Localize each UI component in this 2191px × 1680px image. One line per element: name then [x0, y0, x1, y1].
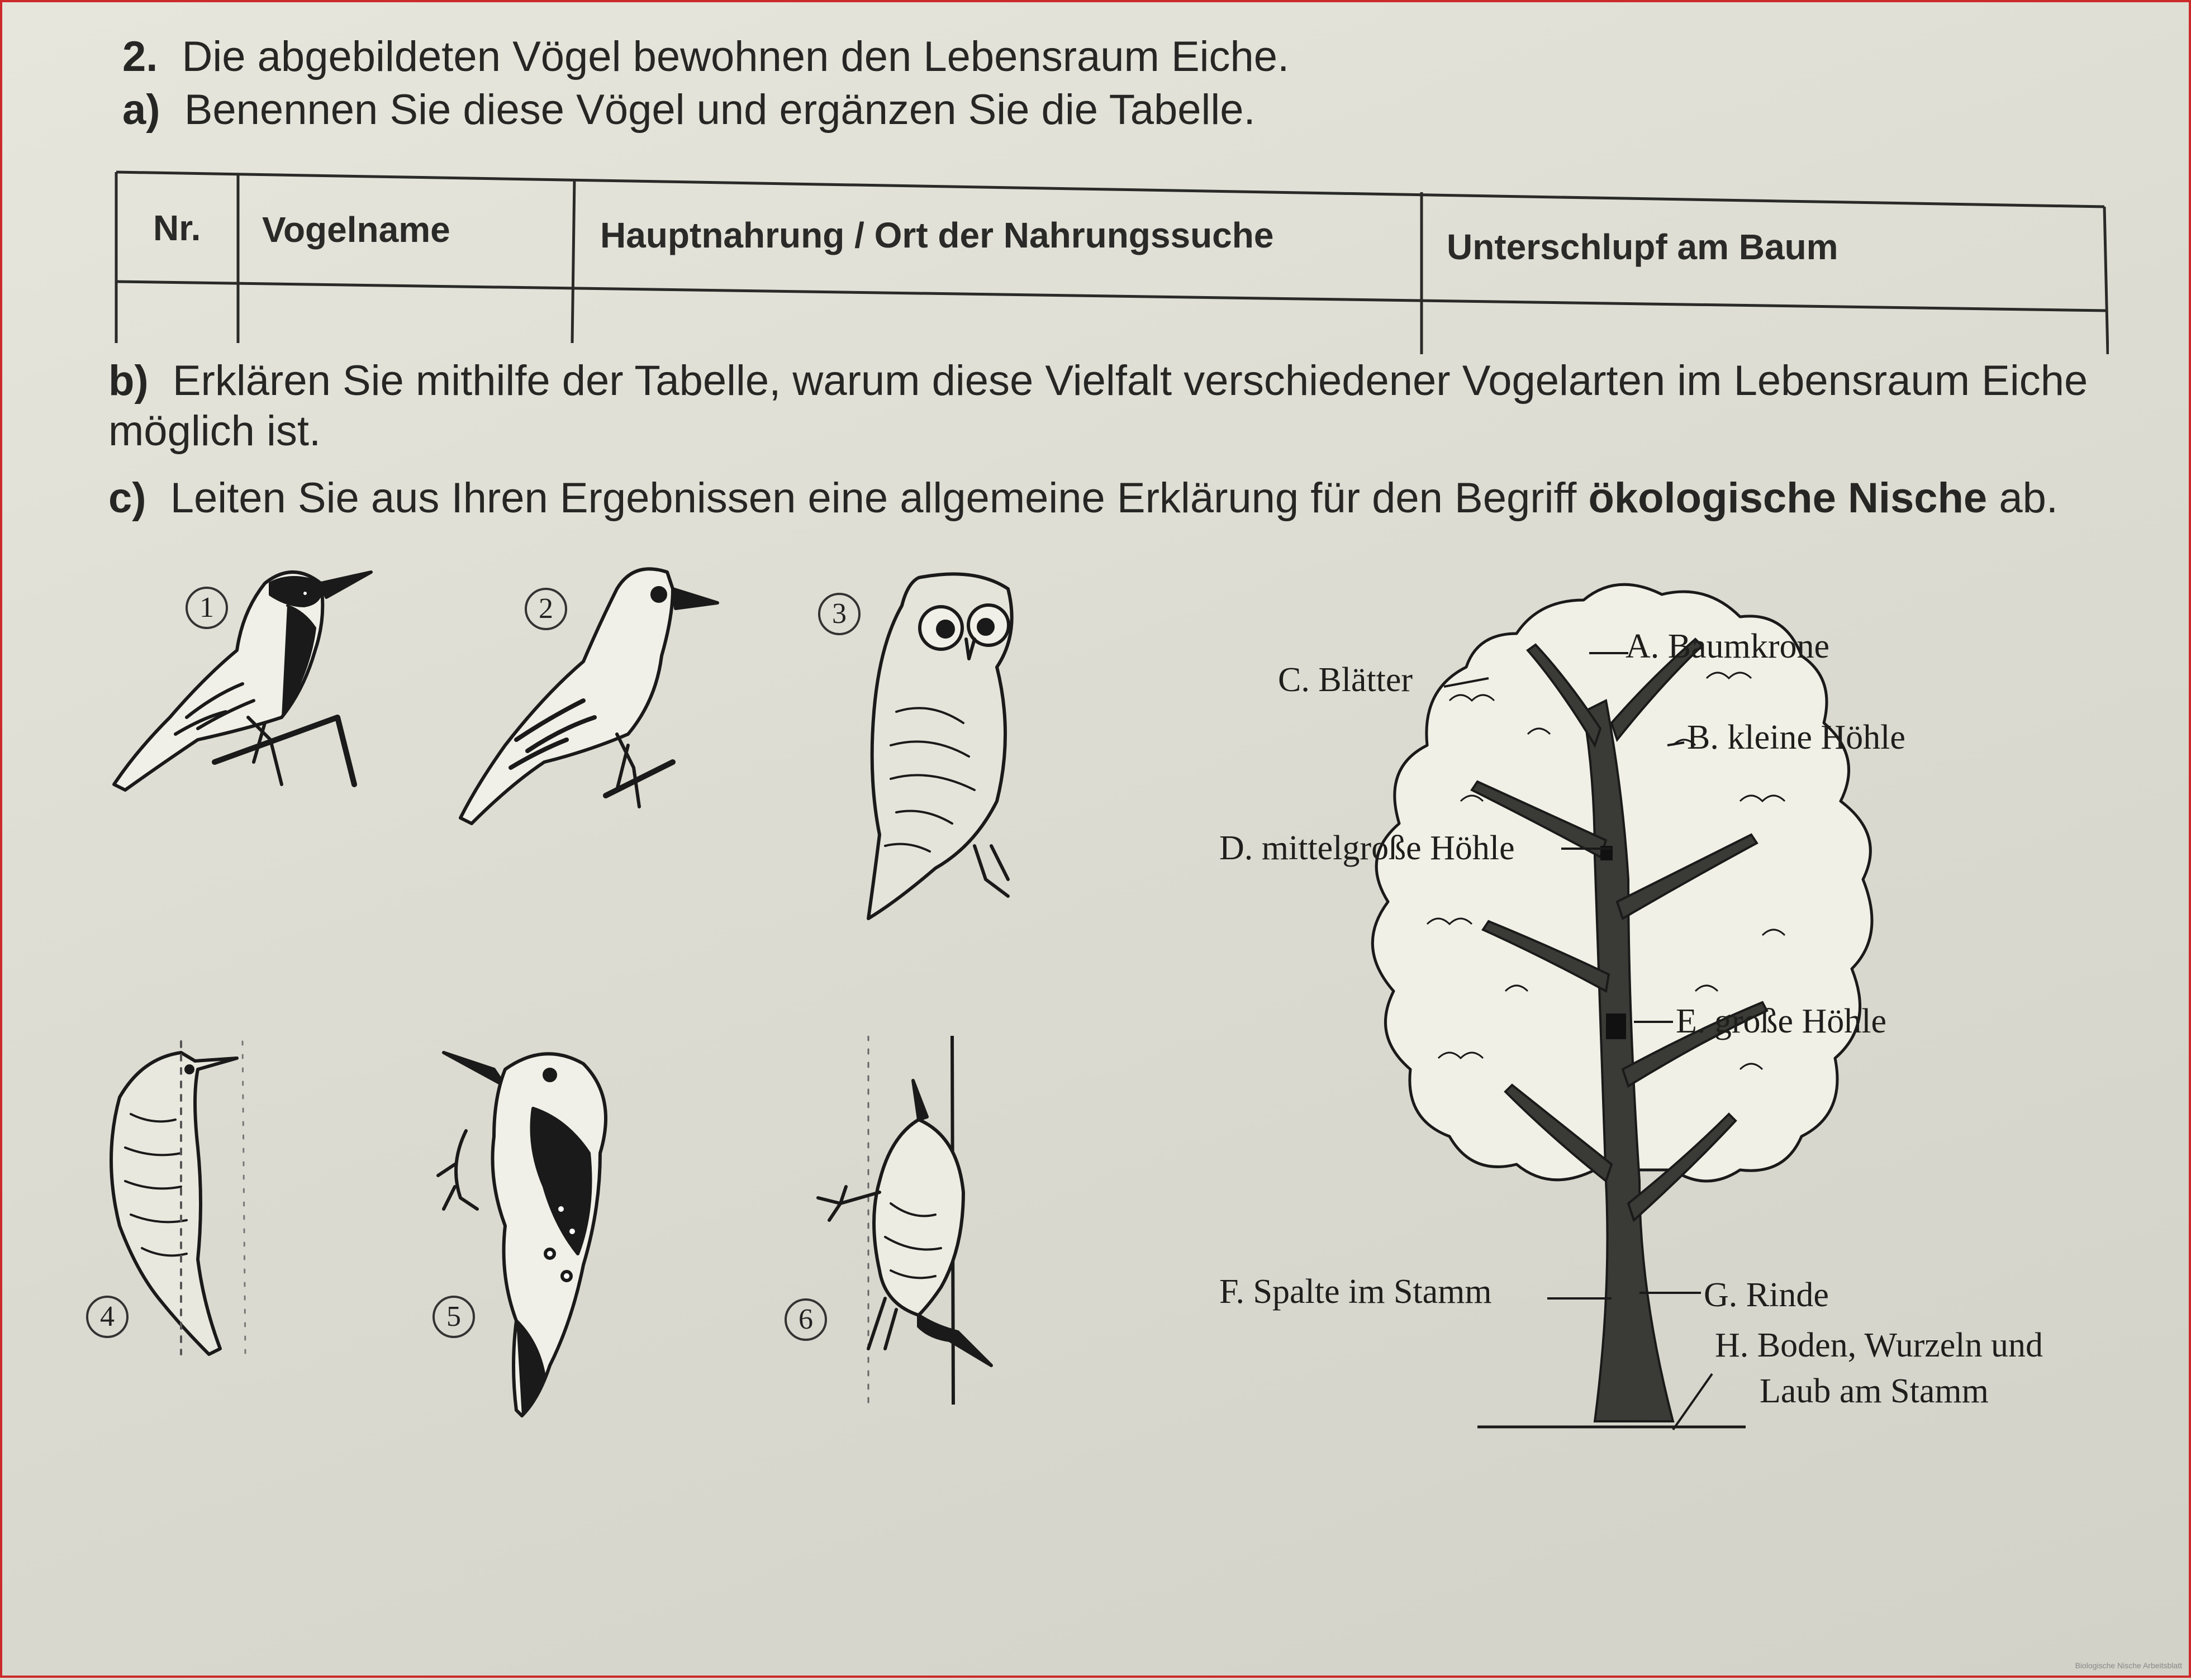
table-header-vogelname: Vogelname — [262, 210, 450, 250]
bird-number-5: 5 — [433, 1296, 475, 1338]
table-header-unterschlupf: Unterschlupf am Baum — [1447, 227, 1838, 267]
tree-label-d: D. mittelgroße Höhle — [1219, 829, 1515, 867]
footer-caption: Biologische Nische Arbeitsblatt — [2075, 1661, 2182, 1670]
tree-label-f: F. Spalte im Stamm — [1219, 1273, 1492, 1311]
tree-label-e: E. große Höhle — [1676, 1002, 1887, 1040]
task-c-text: Leiten Sie aus Ihren Ergebnissen eine allgemeine Erklärung für den Begriff — [170, 474, 1577, 522]
tree-label-a: A. Baumkrone — [1626, 627, 1830, 665]
tree-label-h-line2: Laub am Stamm — [1760, 1372, 1989, 1410]
tree-label-h-line1: H. Boden, Wurzeln und — [1715, 1326, 2043, 1364]
task-a-text: Benennen Sie diese Vögel und ergänzen Sie die Tabelle. — [184, 86, 1256, 134]
task-c-label: c) — [108, 474, 146, 522]
bird-number-1: 1 — [186, 587, 228, 629]
task-b-text-cont: möglich ist. — [108, 407, 321, 455]
task-c-keyword: ökologische Nische — [1588, 474, 1988, 522]
task-c-text-end: ab. — [1999, 474, 2058, 522]
bird-number-6: 6 — [785, 1298, 827, 1341]
tree-label-c: C. Blätter — [1278, 661, 1413, 699]
task-number: 2. — [122, 33, 158, 80]
bird-number-2: 2 — [525, 588, 567, 630]
task-a-label: a) — [122, 86, 160, 134]
tree-label-b: B. kleine Höhle — [1687, 718, 1905, 756]
tree-leader-lines — [2, 2, 2191, 1680]
bird-number-4: 4 — [86, 1296, 129, 1338]
task-intro-text: Die abgebildeten Vögel bewohnen den Lebensraum Eiche. — [182, 33, 1290, 80]
table-header-nr: Nr. — [153, 208, 201, 248]
table-header-hauptnahrung: Hauptnahrung / Ort der Nahrungssuche — [600, 215, 1274, 255]
task-b-text: Erklären Sie mithilfe der Tabelle, warum diese Vielfalt verschiedener Vogelarten im Lebensraum Eiche — [172, 357, 2088, 404]
task-b-label: b) — [108, 357, 149, 404]
bird-number-3: 3 — [818, 593, 861, 635]
tree-label-g: G. Rinde — [1704, 1276, 1829, 1314]
